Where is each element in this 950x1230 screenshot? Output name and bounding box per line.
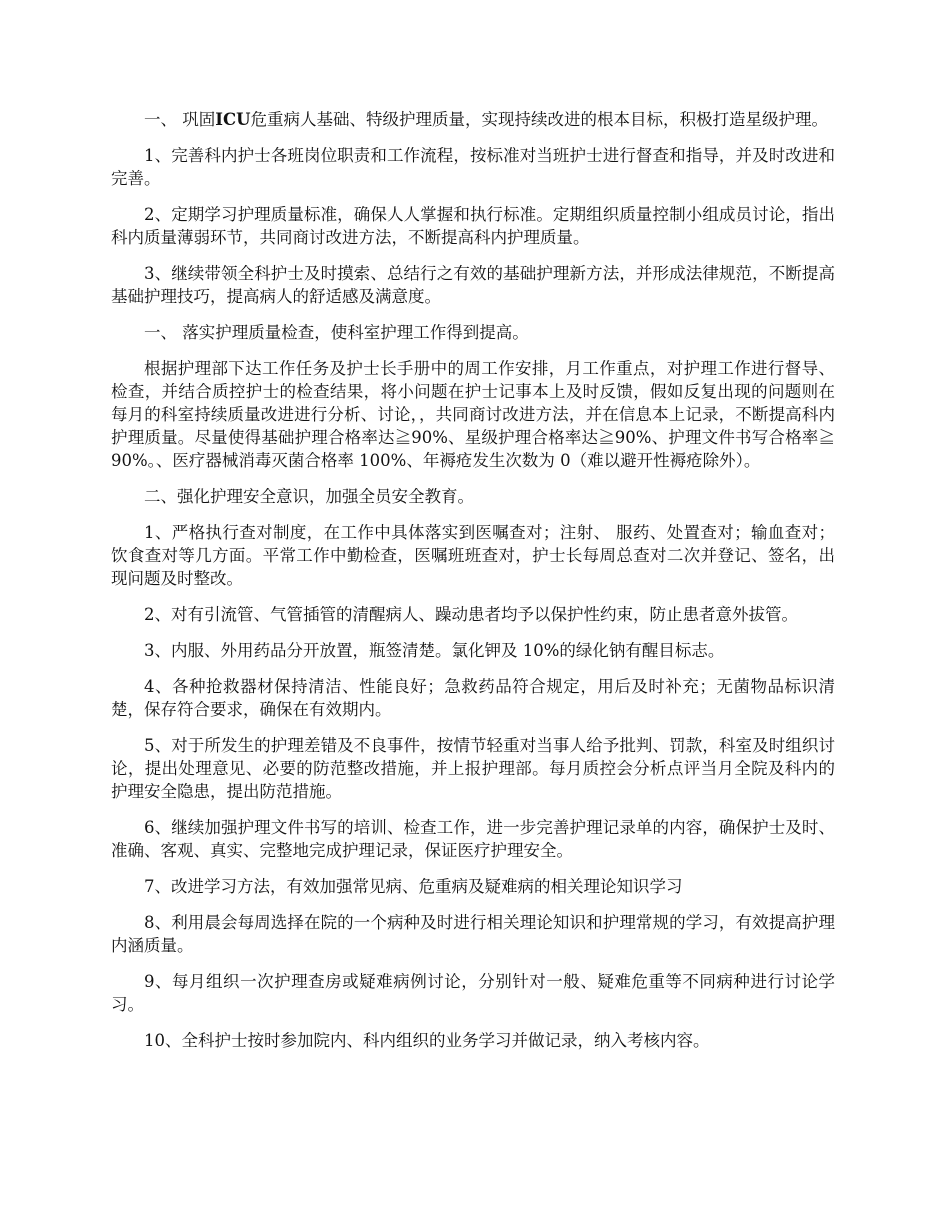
paragraph-section-3-heading: 二、强化护理安全意识，加强全员安全教育。	[144, 487, 474, 506]
paragraph-study-10: 10、全科护士按时参加院内、科内组织的业务学习并做记录，纳入考核内容。	[144, 1031, 710, 1050]
paragraph-study-7: 7、改进学习方法，有效加强常见病、危重病及疑难病的相关理论知识学习	[144, 877, 683, 896]
paragraph-quality-check: 根据护理部下达工作任务及护士长手册中的周工作安排，月工作重点，对护理工作进行督导、检查，并结合质控护士的检查结果，将小问题在护士记事本上及时反馈，假如反复出现的问题则在每月的科室持续质量改进进行分析、讨论，，共同商讨改进方法，并在信息本上记录，不断提高科内护理质量。尽量使得基础护理合格率达≧90%、星级护理合格率达≧90%、护理文件书写合格率≧90%。、医疗器械消毒灭菌合格率 100%、年褥疮发生次数为 0（难以避开性褥疮除外）。	[111, 359, 835, 470]
paragraph-safety-2: 2、对有引流管、气管插管的清醒病人、躁动患者均予以保护性约束，防止患者意外拔管。	[144, 605, 798, 624]
paragraph-safety-1: 1、严格执行查对制度，在工作中具体落实到医嘱查对；注射、 服药、处置查对；输血查对；饮食查对等几方面。平常工作中勤检查，医嘱班班查对，护士长每周总查对二次并登记、签名，出现问题及时整改。	[111, 523, 835, 588]
paragraph-section-2-heading: 一、 落实护理质量检查，使科室护理工作得到提高。	[144, 323, 529, 342]
paragraph-item-1: 1、完善科内护士各班岗位职责和工作流程，按标准对当班护士进行督查和指导，并及时改进和完善。	[111, 146, 835, 188]
icu-bold-text: ICU	[215, 110, 251, 129]
paragraph-item-3: 3、继续带领全科护士及时摸索、总结行之有效的基础护理新方法，并形成法律规范，不断提高基础护理技巧，提高病人的舒适感及满意度。	[111, 264, 835, 306]
paragraph-safety-4: 4、各种抢救器材保持清洁、性能良好；急救药品符合规定，用后及时补充；无菌物品标识清楚，保存符合要求，确保在有效期内。	[111, 677, 835, 719]
paragraph-safety-5: 5、对于所发生的护理差错及不良事件，按情节轻重对当事人给予批判、罚款，科室及时组织讨论，提出处理意见、必要的防范整改措施，并上报护理部。每月质控会分析点评当月全院及科内的护理安全隐患，提出防范措施。	[111, 736, 835, 801]
paragraph-suffix: 危重病人基础、特级护理质量，实现持续改进的根本目标，积极打造星级护理。	[250, 110, 828, 129]
document-page	[111, 108, 835, 1065]
paragraph-section-1-heading	[111, 108, 835, 131]
paragraph-safety-3: 3、内服、外用药品分开放置，瓶签清楚。氯化钾及 10%的绿化钠有醒目标志。	[144, 641, 725, 660]
paragraph-item-2: 2、定期学习护理质量标准，确保人人掌握和执行标准。定期组织质量控制小组成员讨论，指出科内质量薄弱环节，共同商讨改进方法，不断提高科内护理质量。	[111, 205, 835, 247]
paragraph-prefix: 一、 巩固	[144, 110, 216, 129]
paragraph-study-9: 9、每月组织一次护理查房或疑难病例讨论，分别针对一般、疑难危重等不同病种进行讨论学习。	[111, 972, 835, 1014]
paragraph-study-8: 8、利用晨会每周选择在院的一个病种及时进行相关理论知识和护理常规的学习，有效提高护理内涵质量。	[111, 913, 835, 955]
paragraph-safety-6: 6、继续加强护理文件书写的培训、检查工作，进一步完善护理记录单的内容，确保护士及时、准确、客观、真实、完整地完成护理记录，保证医疗护理安全。	[111, 818, 835, 860]
